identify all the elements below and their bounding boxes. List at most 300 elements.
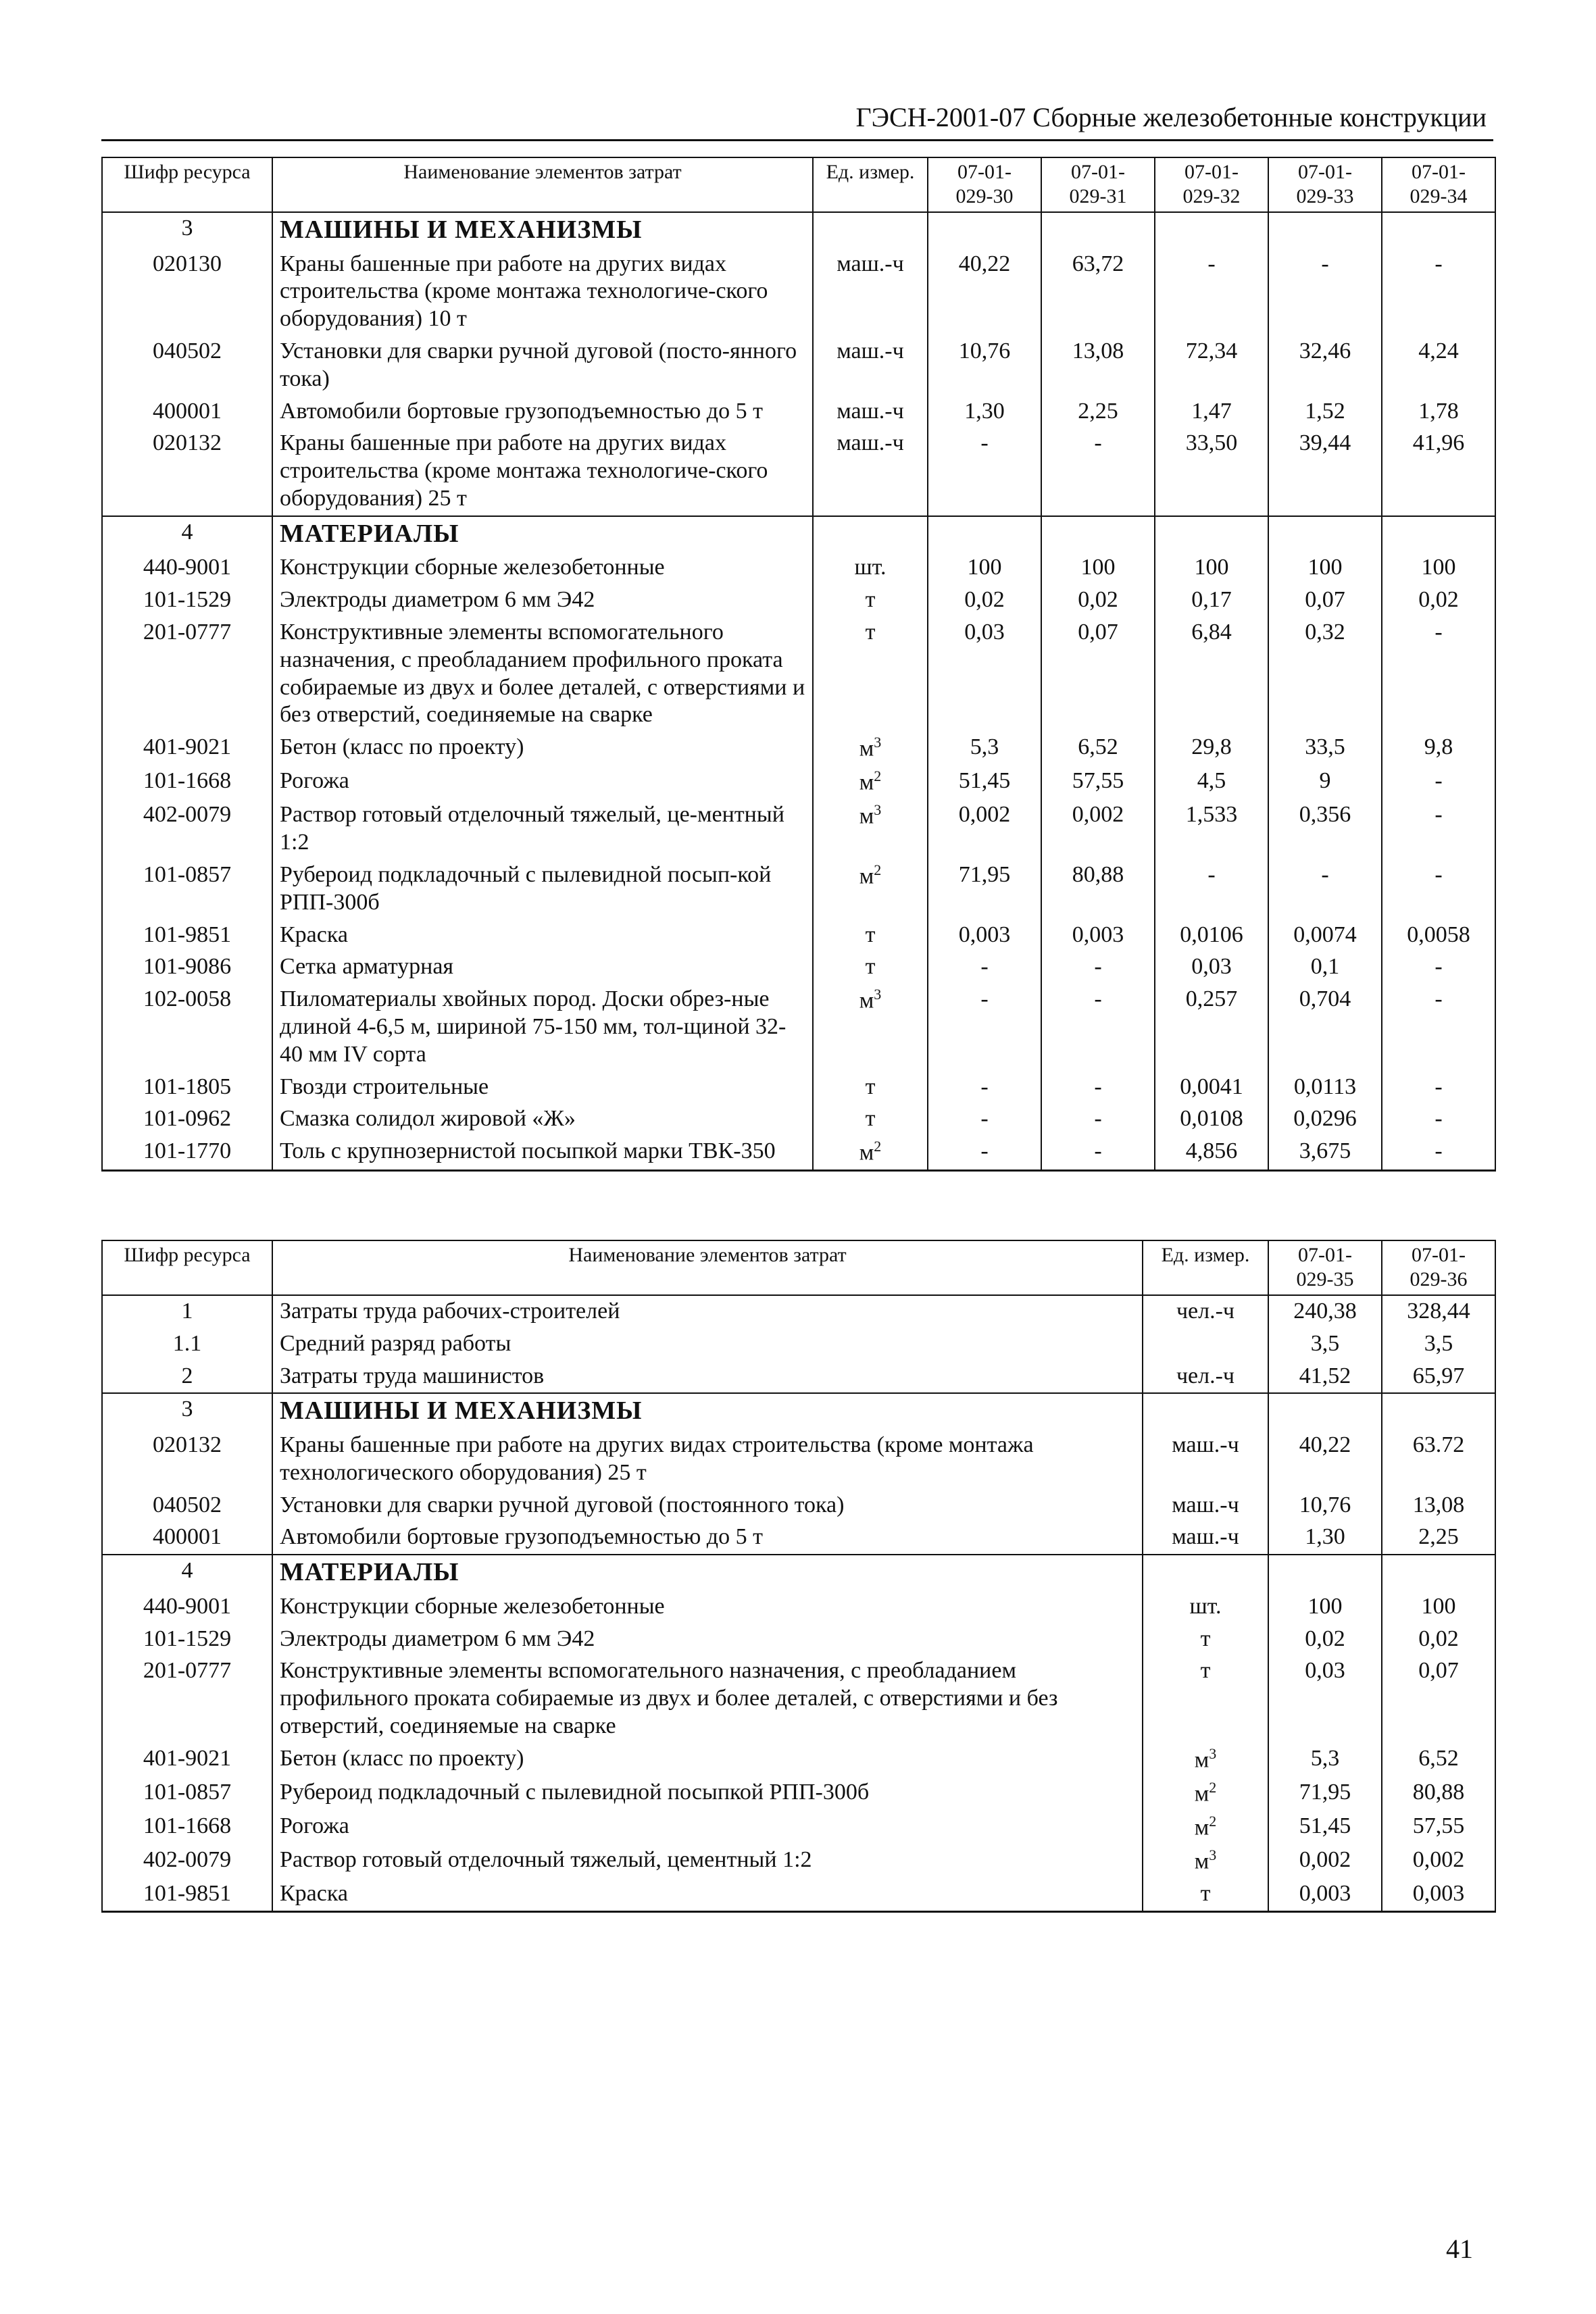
norm-value: 0,002 xyxy=(1382,1844,1495,1878)
norm-value: 80,88 xyxy=(1382,1777,1495,1811)
table-row xyxy=(102,859,1495,920)
resource-code: 040502 xyxy=(102,336,272,396)
unit-cell xyxy=(1143,1591,1268,1624)
norm-value: - xyxy=(1382,617,1495,732)
unit-text: маш.-ч xyxy=(1172,1432,1239,1457)
norm-value: 0,0108 xyxy=(1155,1103,1268,1136)
unit-exponent: 2 xyxy=(1209,1813,1217,1830)
table-row xyxy=(102,1136,1495,1171)
norm-value: 5,3 xyxy=(928,732,1041,765)
unit-cell xyxy=(813,1136,928,1171)
empty-cell xyxy=(1268,516,1382,553)
section-row xyxy=(102,212,1495,249)
norm-value: 57,55 xyxy=(1382,1811,1495,1844)
resource-name: Средний разряд работы xyxy=(272,1328,1143,1361)
resource-name: Раствор готовый отделочный тяжелый, цементный 1:2 xyxy=(272,1844,1143,1878)
resource-name: Конструкции сборные железобетонные xyxy=(272,552,813,584)
norm-value: 0,0296 xyxy=(1268,1103,1382,1136)
table-row xyxy=(102,1591,1495,1624)
resource-code: 101-1805 xyxy=(102,1072,272,1104)
table-row xyxy=(102,552,1495,584)
empty-cell xyxy=(1041,516,1155,553)
unit-cell xyxy=(813,396,928,428)
resource-code: 201-0777 xyxy=(102,617,272,732)
norm-value: 40,22 xyxy=(1268,1430,1382,1490)
header-norm: 07-01- 029-36 xyxy=(1382,1240,1495,1295)
table-row xyxy=(102,1328,1495,1361)
resource-name: Краны башенные при работе на других видах строительства (кроме монтажа технологиче-ского оборудования) 10 т xyxy=(272,249,813,336)
unit-text: шт. xyxy=(854,555,887,580)
resource-code: 401-9021 xyxy=(102,1743,272,1777)
resource-code: 1.1 xyxy=(102,1328,272,1361)
unit-text: м xyxy=(859,736,874,761)
norm-value: 51,45 xyxy=(928,765,1041,799)
section-number: 4 xyxy=(102,516,272,553)
norm-value: 0,07 xyxy=(1382,1655,1495,1742)
norm-value: 80,88 xyxy=(1041,859,1155,920)
norm-value: 328,44 xyxy=(1382,1295,1495,1328)
unit-exponent: 3 xyxy=(874,801,882,819)
table-row xyxy=(102,1361,1495,1394)
norm-value: 0,17 xyxy=(1155,584,1268,617)
unit-text: т xyxy=(1200,1658,1211,1684)
table-row xyxy=(102,1844,1495,1878)
norm-value: 29,8 xyxy=(1155,732,1268,765)
unit-cell xyxy=(1143,1490,1268,1522)
unit-text: м xyxy=(859,988,874,1013)
table-row xyxy=(102,1878,1495,1911)
section-title: МАШИНЫ И МЕХАНИЗМЫ xyxy=(272,1393,1143,1430)
resource-code: 020132 xyxy=(102,1430,272,1490)
header-code: Шифр ресурса xyxy=(102,157,272,212)
norm-value: - xyxy=(1041,951,1155,984)
header-name: Наименование элементов затрат xyxy=(272,157,813,212)
norm-value: - xyxy=(1268,859,1382,920)
resource-name: Рубероид подкладочный с пылевидной посыпкой РПП-300б xyxy=(272,1777,1143,1811)
norm-value: 9,8 xyxy=(1382,732,1495,765)
norm-value: 4,5 xyxy=(1155,765,1268,799)
resource-name: Затраты труда машинистов xyxy=(272,1361,1143,1394)
norm-value: - xyxy=(1382,951,1495,984)
norm-value: 71,95 xyxy=(1268,1777,1382,1811)
unit-text: т xyxy=(865,954,876,980)
resource-code: 2 xyxy=(102,1361,272,1394)
norm-value: 0,03 xyxy=(928,617,1041,732)
resource-code: 101-9086 xyxy=(102,951,272,984)
table-row xyxy=(102,984,1495,1071)
unit-text: шт. xyxy=(1189,1593,1222,1619)
resource-name: Краны башенные при работе на других видах строительства (кроме монтажа технологического оборудования) 25 т xyxy=(272,1430,1143,1490)
resource-name: Автомобили бортовые грузоподъемностью до 5 т xyxy=(272,1521,1143,1555)
norm-value: 100 xyxy=(1268,552,1382,584)
norm-value: 4,24 xyxy=(1382,336,1495,396)
norm-value: 1,30 xyxy=(928,396,1041,428)
unit-cell xyxy=(1143,1811,1268,1844)
resource-name: Электроды диаметром 6 мм Э42 xyxy=(272,1624,1143,1656)
resource-code: 101-0857 xyxy=(102,859,272,920)
empty-cell xyxy=(1155,212,1268,249)
norm-value: 100 xyxy=(1382,1591,1495,1624)
resource-code: 101-0962 xyxy=(102,1103,272,1136)
resource-code: 400001 xyxy=(102,396,272,428)
resource-name: Установки для сварки ручной дуговой (постоянного тока) xyxy=(272,1490,1143,1522)
resource-name: Затраты труда рабочих-строителей xyxy=(272,1295,1143,1328)
resource-name: Бетон (класс по проекту) xyxy=(272,1743,1143,1777)
table-body xyxy=(102,1295,1495,1912)
unit-exponent: 2 xyxy=(874,768,882,785)
unit-cell xyxy=(813,920,928,952)
norm-value: - xyxy=(928,1136,1041,1171)
unit-cell xyxy=(813,249,928,336)
norm-value: 0,0058 xyxy=(1382,920,1495,952)
norm-value: 1,78 xyxy=(1382,396,1495,428)
table-row xyxy=(102,765,1495,799)
unit-cell xyxy=(813,984,928,1071)
unit-cell xyxy=(813,732,928,765)
norm-value: 3,675 xyxy=(1268,1136,1382,1171)
resource-name: Гвозди строительные xyxy=(272,1072,813,1104)
unit-text: м xyxy=(859,770,874,795)
resource-name: Рогожа xyxy=(272,765,813,799)
table-row xyxy=(102,1811,1495,1844)
resource-name: Конструкции сборные железобетонные xyxy=(272,1591,1143,1624)
header-unit: Ед. измер. xyxy=(813,157,928,212)
resource-code: 102-0058 xyxy=(102,984,272,1071)
empty-cell xyxy=(1382,1555,1495,1591)
norm-value: 0,003 xyxy=(1041,920,1155,952)
norm-value: - xyxy=(928,428,1041,515)
table-row xyxy=(102,920,1495,952)
norm-value: 0,03 xyxy=(1268,1655,1382,1742)
norm-value: - xyxy=(1041,1136,1155,1171)
norm-value: 0,07 xyxy=(1041,617,1155,732)
norm-value: - xyxy=(1382,859,1495,920)
table-row xyxy=(102,1521,1495,1555)
unit-text: маш.-ч xyxy=(1172,1524,1239,1550)
table-row xyxy=(102,1624,1495,1656)
resource-name: Конструктивные элементы вспомогательного назначения, с преобладанием профильного проката собираемые из двух и более деталей, с отверстиями и без отверстий, соединяемые на сварке xyxy=(272,1655,1143,1742)
header-norm: 07-01- 029-32 xyxy=(1155,157,1268,212)
norm-value: 65,97 xyxy=(1382,1361,1495,1394)
unit-exponent: 3 xyxy=(1209,1744,1217,1762)
unit-text: чел.-ч xyxy=(1176,1363,1235,1388)
unit-cell xyxy=(1143,1878,1268,1911)
table-row xyxy=(102,617,1495,732)
norm-value: - xyxy=(1041,428,1155,515)
empty-cell xyxy=(1382,516,1495,553)
section-row xyxy=(102,1393,1495,1430)
norm-value: - xyxy=(928,1103,1041,1136)
resource-name: Раствор готовый отделочный тяжелый, це-ментный 1:2 xyxy=(272,799,813,859)
norm-value: 0,704 xyxy=(1268,984,1382,1071)
norm-value: 6,52 xyxy=(1041,732,1155,765)
norm-value: 0,1 xyxy=(1268,951,1382,984)
section-number: 3 xyxy=(102,212,272,249)
unit-cell xyxy=(1143,1521,1268,1555)
norm-value: 63,72 xyxy=(1041,249,1155,336)
table-row xyxy=(102,336,1495,396)
resource-name: Установки для сварки ручной дуговой (посто-янного тока) xyxy=(272,336,813,396)
norm-value: 0,32 xyxy=(1268,617,1382,732)
norm-value: 9 xyxy=(1268,765,1382,799)
section-number: 4 xyxy=(102,1555,272,1591)
norm-value: - xyxy=(928,951,1041,984)
resource-name: Краска xyxy=(272,920,813,952)
table-header-row xyxy=(102,157,1495,212)
norm-value: - xyxy=(1268,249,1382,336)
table-row xyxy=(102,799,1495,859)
empty-cell xyxy=(813,516,928,553)
norm-value: 5,3 xyxy=(1268,1743,1382,1777)
norm-value: 3,5 xyxy=(1382,1328,1495,1361)
resource-table-1 xyxy=(101,157,1496,1172)
resource-code: 020132 xyxy=(102,428,272,515)
norm-value: 0,003 xyxy=(1268,1878,1382,1911)
norm-value: 10,76 xyxy=(928,336,1041,396)
table-row xyxy=(102,732,1495,765)
resource-code: 402-0079 xyxy=(102,799,272,859)
empty-cell xyxy=(1143,1393,1268,1430)
resource-code: 040502 xyxy=(102,1490,272,1522)
unit-cell xyxy=(1143,1328,1268,1361)
resource-code: 101-9851 xyxy=(102,1878,272,1911)
norm-value: 0,0041 xyxy=(1155,1072,1268,1104)
unit-cell xyxy=(1143,1844,1268,1878)
resource-name: Рубероид подкладочный с пылевидной посып-кой РПП-300б xyxy=(272,859,813,920)
table-row xyxy=(102,1072,1495,1104)
unit-text: т xyxy=(865,587,876,613)
unit-text: м xyxy=(1194,1848,1210,1874)
unit-exponent: 3 xyxy=(874,986,882,1003)
unit-text: м xyxy=(859,863,874,889)
empty-cell xyxy=(1143,1555,1268,1591)
resource-name: Конструктивные элементы вспомогательного назначения, с преобладанием профильного проката собираемые из двух и более деталей, с отверстиями и без отверстий, соединяемые на сварке xyxy=(272,617,813,732)
resource-name: Бетон (класс по проекту) xyxy=(272,732,813,765)
norm-value: 0,02 xyxy=(1382,584,1495,617)
norm-value: 0,07 xyxy=(1268,584,1382,617)
norm-value: - xyxy=(1382,765,1495,799)
norm-value: 32,46 xyxy=(1268,336,1382,396)
norm-value: - xyxy=(928,984,1041,1071)
unit-exponent: 2 xyxy=(874,861,882,878)
norm-value: 0,02 xyxy=(1268,1624,1382,1656)
table-row xyxy=(102,1743,1495,1777)
norm-value: 4,856 xyxy=(1155,1136,1268,1171)
section-row xyxy=(102,516,1495,553)
unit-text: т xyxy=(865,922,876,947)
norm-value: 57,55 xyxy=(1041,765,1155,799)
header-norm: 07-01- 029-35 xyxy=(1268,1240,1382,1295)
norm-value: 0,02 xyxy=(1041,584,1155,617)
header-norm: 07-01- 029-31 xyxy=(1041,157,1155,212)
resource-name: Пиломатериалы хвойных пород. Доски обрез-ные длиной 4-6,5 м, шириной 75-150 мм, тол-щиной 32-40 мм IV сорта xyxy=(272,984,813,1071)
resource-name: Краны башенные при работе на других видах строительства (кроме монтажа технологиче-ского оборудования) 25 т xyxy=(272,428,813,515)
norm-value: - xyxy=(1041,984,1155,1071)
unit-text: т xyxy=(1200,1626,1211,1651)
unit-cell xyxy=(1143,1743,1268,1777)
resource-name: Сетка арматурная xyxy=(272,951,813,984)
norm-value: 0,002 xyxy=(928,799,1041,859)
unit-text: м xyxy=(1194,1747,1210,1773)
norm-value: 0,257 xyxy=(1155,984,1268,1071)
table-row xyxy=(102,1103,1495,1136)
section-title: МАТЕРИАЛЫ xyxy=(272,516,813,553)
resource-code: 201-0777 xyxy=(102,1655,272,1742)
norm-value: - xyxy=(1382,799,1495,859)
norm-value: 63.72 xyxy=(1382,1430,1495,1490)
section-title: МАШИНЫ И МЕХАНИЗМЫ xyxy=(272,212,813,249)
norm-value: - xyxy=(1155,249,1268,336)
norm-value: - xyxy=(1041,1072,1155,1104)
resource-code: 440-9001 xyxy=(102,1591,272,1624)
unit-cell xyxy=(813,799,928,859)
header-unit: Ед. измер. xyxy=(1143,1240,1268,1295)
norm-value: 0,0074 xyxy=(1268,920,1382,952)
norm-value: 0,002 xyxy=(1041,799,1155,859)
unit-exponent: 2 xyxy=(874,1138,882,1155)
header-norm: 07-01- 029-34 xyxy=(1382,157,1495,212)
unit-exponent: 3 xyxy=(874,734,882,751)
norm-value: 41,96 xyxy=(1382,428,1495,515)
empty-cell xyxy=(813,212,928,249)
norm-value: 40,22 xyxy=(928,249,1041,336)
norm-value: - xyxy=(1382,984,1495,1071)
table-header-row xyxy=(102,1240,1495,1295)
norm-value: - xyxy=(1382,1072,1495,1104)
unit-cell xyxy=(1143,1361,1268,1394)
norm-value: 13,08 xyxy=(1041,336,1155,396)
norm-value: - xyxy=(928,1072,1041,1104)
unit-text: т xyxy=(1200,1881,1211,1907)
resource-code: 101-1529 xyxy=(102,584,272,617)
resource-code: 101-1668 xyxy=(102,765,272,799)
resource-code: 101-1668 xyxy=(102,1811,272,1844)
resource-code: 101-1770 xyxy=(102,1136,272,1171)
unit-cell xyxy=(813,951,928,984)
section-title: МАТЕРИАЛЫ xyxy=(272,1555,1143,1591)
unit-text: т xyxy=(865,1074,876,1099)
unit-cell xyxy=(813,1072,928,1104)
norm-value: 3,5 xyxy=(1268,1328,1382,1361)
norm-value: 0,356 xyxy=(1268,799,1382,859)
resource-name: Краска xyxy=(272,1878,1143,1911)
resource-code: 402-0079 xyxy=(102,1844,272,1878)
resource-table-2 xyxy=(101,1240,1496,1913)
empty-cell xyxy=(1268,1555,1382,1591)
norm-value: 0,03 xyxy=(1155,951,1268,984)
norm-value: 33,50 xyxy=(1155,428,1268,515)
table-body xyxy=(102,212,1495,1171)
empty-cell xyxy=(928,212,1041,249)
resource-name: Толь с крупнозернистой посыпкой марки ТВК-350 xyxy=(272,1136,813,1171)
resource-code: 020130 xyxy=(102,249,272,336)
norm-value: 0,0113 xyxy=(1268,1072,1382,1104)
norm-value: 6,52 xyxy=(1382,1743,1495,1777)
norm-value: 100 xyxy=(1155,552,1268,584)
norm-value: 1,47 xyxy=(1155,396,1268,428)
norm-value: 0,02 xyxy=(1382,1624,1495,1656)
resource-code: 1 xyxy=(102,1295,272,1328)
unit-text: маш.-ч xyxy=(837,338,904,363)
unit-text: м xyxy=(859,803,874,829)
page-header-title: ГЭСН-2001-07 Сборные железобетонные конструкции xyxy=(855,102,1487,132)
table-row xyxy=(102,1777,1495,1811)
unit-cell xyxy=(813,765,928,799)
unit-text: маш.-ч xyxy=(837,430,904,456)
resource-name: Электроды диаметром 6 мм Э42 xyxy=(272,584,813,617)
norm-value: - xyxy=(1041,1103,1155,1136)
header-norm: 07-01- 029-30 xyxy=(928,157,1041,212)
table-row xyxy=(102,584,1495,617)
norm-value: 0,003 xyxy=(928,920,1041,952)
norm-value: 71,95 xyxy=(928,859,1041,920)
norm-value: 240,38 xyxy=(1268,1295,1382,1328)
norm-value: 72,34 xyxy=(1155,336,1268,396)
unit-cell xyxy=(1143,1655,1268,1742)
norm-value: 6,84 xyxy=(1155,617,1268,732)
unit-text: маш.-ч xyxy=(837,398,904,424)
unit-text: м xyxy=(1194,1781,1210,1807)
norm-value: 13,08 xyxy=(1382,1490,1495,1522)
table-row xyxy=(102,249,1495,336)
norm-value: 100 xyxy=(1041,552,1155,584)
norm-value: 0,02 xyxy=(928,584,1041,617)
norm-value: 39,44 xyxy=(1268,428,1382,515)
empty-cell xyxy=(1268,1393,1382,1430)
norm-value: 100 xyxy=(1268,1591,1382,1624)
unit-exponent: 3 xyxy=(1209,1846,1217,1864)
table-row xyxy=(102,1295,1495,1328)
unit-text: чел.-ч xyxy=(1176,1299,1235,1324)
unit-cell xyxy=(813,428,928,515)
unit-cell xyxy=(1143,1777,1268,1811)
norm-value: - xyxy=(1382,1103,1495,1136)
unit-cell xyxy=(813,617,928,732)
resource-code: 400001 xyxy=(102,1521,272,1555)
resource-code: 401-9021 xyxy=(102,732,272,765)
empty-cell xyxy=(1382,212,1495,249)
empty-cell xyxy=(1155,516,1268,553)
unit-cell xyxy=(813,336,928,396)
table-row xyxy=(102,428,1495,515)
unit-cell xyxy=(813,859,928,920)
header-rule xyxy=(101,139,1493,141)
unit-cell xyxy=(813,552,928,584)
table-row xyxy=(102,951,1495,984)
unit-text: маш.-ч xyxy=(837,251,904,276)
norm-value: 0,0106 xyxy=(1155,920,1268,952)
unit-cell xyxy=(1143,1430,1268,1490)
unit-cell xyxy=(813,584,928,617)
norm-value: 100 xyxy=(1382,552,1495,584)
unit-text: т xyxy=(865,619,876,645)
norm-value: 0,003 xyxy=(1382,1878,1495,1911)
unit-text: маш.-ч xyxy=(1172,1492,1239,1517)
norm-value: 2,25 xyxy=(1382,1521,1495,1555)
unit-text: т xyxy=(865,1106,876,1132)
unit-text: м xyxy=(859,1140,874,1165)
header-norm: 07-01- 029-33 xyxy=(1268,157,1382,212)
norm-value: 1,533 xyxy=(1155,799,1268,859)
resource-code: 440-9001 xyxy=(102,552,272,584)
resource-code: 101-9851 xyxy=(102,920,272,952)
section-row xyxy=(102,1555,1495,1591)
unit-exponent: 2 xyxy=(1209,1778,1217,1796)
norm-value: 41,52 xyxy=(1268,1361,1382,1394)
unit-cell xyxy=(1143,1624,1268,1656)
unit-cell xyxy=(813,1103,928,1136)
table-row xyxy=(102,1430,1495,1490)
